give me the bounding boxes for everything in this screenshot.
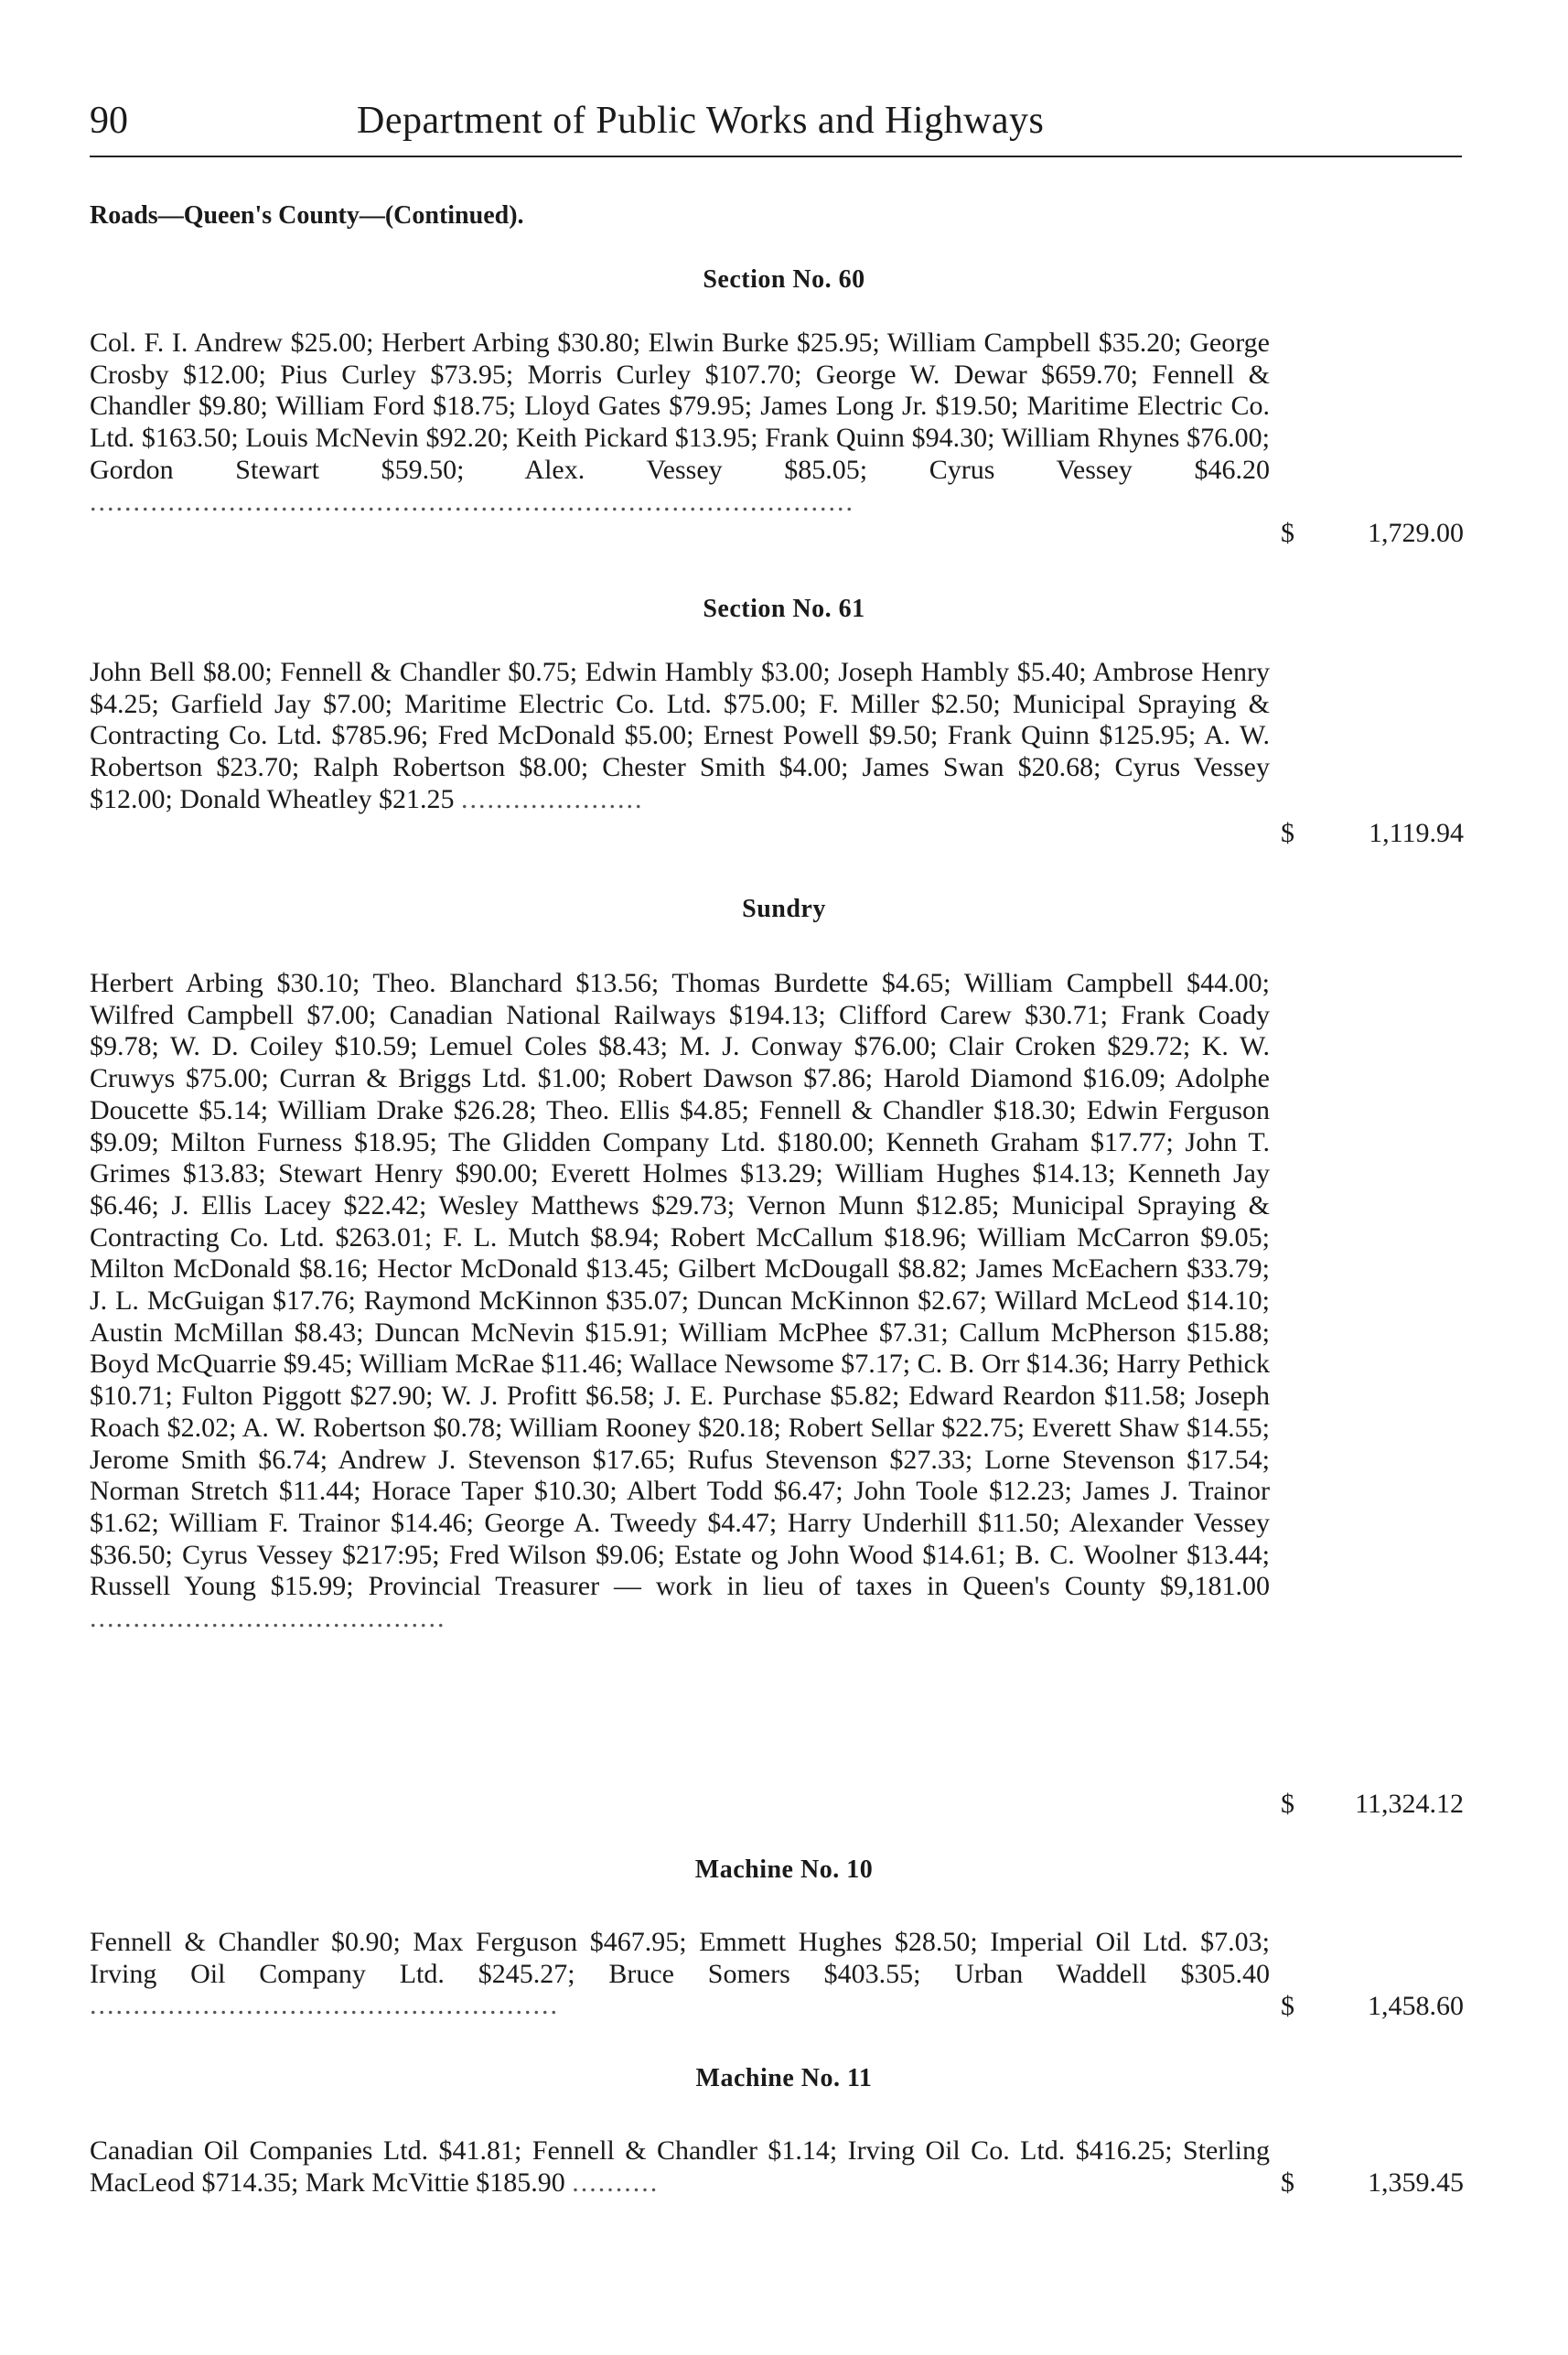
running-title: Department of Public Works and Highways [357, 100, 1045, 142]
currency-symbol: $ [1281, 1991, 1294, 2021]
total-value: 11,324.12 [1355, 1789, 1464, 1819]
total-value: 1,458.60 [1368, 1991, 1464, 2021]
section-heading: Section No. 60 [703, 265, 865, 294]
section-entries [90, 1927, 1270, 2022]
leader-dots: ........................................................................................ [90, 486, 854, 517]
leader-dots: ...................................................... [90, 1990, 559, 2021]
roads-heading: Roads—Queen's County—(Continued). [90, 201, 524, 230]
leader-dots: ..................... [461, 783, 644, 814]
leader-dots: ......................................... [90, 1603, 446, 1634]
total-value: 1,359.45 [1368, 2167, 1464, 2198]
section-entries [90, 657, 1270, 816]
section-heading: Machine No. 10 [694, 1855, 874, 1884]
section-heading: Sundry [742, 895, 826, 923]
total-value: 1,729.00 [1368, 518, 1464, 548]
entries-text: John Bell $8.00; Fennell & Chandler $0.75; Edwin Hambly $3.00; Joseph Hambly $5.40; Ambrose Henry $4.25; Garfield Jay $7.00; Maritime Electric Co. Ltd. $75.00; F. Miller $2.50; Municipal Spraying & Contracting Co. Ltd. $785.96; Fred McDonald $5.00; Ernest Powell $9.50; Frank Quinn $125.95; A. W. Robertson $23.70; Ralph Robertson $8.00; Chester Smith $4.00; James Swan $20.68; Cyrus Vessey $12.00; Donald Wheatley $21.25 [90, 657, 1270, 814]
header-rule [90, 156, 1462, 157]
currency-symbol: $ [1281, 518, 1294, 548]
entries-text: Herbert Arbing $30.10; Theo. Blanchard $13.56; Thomas Burdette $4.65; William Campbell $44.00; Wilfred Campbell $7.00; Canadian National Railways $194.13; Clifford Carew $30.71; Frank Coady $9.78; W. D. Coiley $10.59; Lemuel Coles $8.43; M. J. Conway $76.00; Clair Croken $29.72; K. W. Cruwys $75.00; Curran & Briggs Ltd. $1.00; Robert Dawson $7.86; Harold Diamond $16.09; Adolphe Doucette $5.14; William Drake $26.28; Theo. Ellis $4.85; Fennell & Chandler $18.30; Edwin Ferguson $9.09; Milton Furness $18.95; The Glidden Company Ltd. $180.00; Kenneth Graham $17.77; John T. Grimes $13.83; Stewart Henry $90.00; Everett Holmes $13.29; William Hughes $14.13; Kenneth Jay $6.46; J. Ellis Lacey $22.42; Wesley Matthews $29.73; Vernon Munn $12.85; Municipal Spraying & Contracting Co. Ltd. $263.01; F. L. Mutch $8.94; Robert McCallum $18.96; William McCarron $9.05; Milton McDonald $8.16; Hector McDonald $13.45; Gilbert McDougall $8.82; James McEachern $33.79; J. L. McGuigan $17.76; Raymond McKinnon $35.07; Duncan McKinnon $2.67; Willard McLeod $14.10; Austin McMillan $8.43; Duncan McNevin $15.91; William McPhee $7.31; Callum McPherson $15.88; Boyd McQuarrie $9.45; William McRae $11.46; Wallace Newsome $7.17; C. B. Orr $14.36; Harry Pethick $10.71; Fulton Piggott $27.90; W. J. Profitt $6.58; J. E. Purchase $5.82; Edward Reardon $11.58; Joseph Roach $2.02; A. W. Robertson $0.78; William Rooney $20.18; Robert Sellar $22.75; Everett Shaw $14.55; Jerome Smith $6.74; Andrew J. Stevenson $17.65; Rufus Stevenson $27.33; Lorne Stevenson $17.54; Norman Stretch $11.44; Horace Taper $10.30; Albert Todd $6.47; John Toole $12.23; James J. Trainor $1.62; William F. Trainor $14.46; George A. Tweedy $4.47; Harry Underhill $11.50; Alexander Vessey $36.50; Cyrus Vessey $217:95; Fred Wilson $9.06; Estate og John Wood $14.61; B. C. Woolner $13.44; Russell Young $15.99; Provincial Treasurer — work in lieu of taxes in Queen's County $9,181.00 [90, 968, 1270, 1602]
section-entries [90, 968, 1270, 1635]
section-entries [90, 2135, 1270, 2199]
section-heading: Machine No. 11 [695, 2064, 873, 2092]
section-entries [90, 328, 1270, 518]
entries-text: Col. F. I. Andrew $25.00; Herbert Arbing $30.80; Elwin Burke $25.95; William Campbell $35.20; George Crosby $12.00; Pius Curley $73.95; Morris Curley $107.70; George W. Dewar $659.70; Fennell & Chandler $9.80; William Ford $18.75; Lloyd Gates $79.95; James Long Jr. $19.50; Maritime Electric Co. Ltd. $163.50; Louis McNevin $92.20; Keith Pickard $13.95; Frank Quinn $94.30; William Rhynes $76.00; Gordon Stewart $59.50; Alex. Vessey $85.05; Cyrus Vessey $46.20 [90, 328, 1270, 485]
entries-text: Canadian Oil Companies Ltd. $41.81; Fennell & Chandler $1.14; Irving Oil Co. Ltd. $416.25; Sterling MacLeod $714.35; Mark McVittie $185.90 [90, 2135, 1270, 2198]
currency-symbol: $ [1281, 2167, 1294, 2198]
entries-text: Fennell & Chandler $0.90; Max Ferguson $467.95; Emmett Hughes $28.50; Imperial Oil Ltd. $7.03; Irving Oil Company Ltd. $245.27; Bruce Somers $403.55; Urban Waddell $305.40 [90, 1927, 1270, 1989]
total-value: 1,119.94 [1369, 818, 1464, 848]
page-number: 90 [90, 100, 128, 142]
currency-symbol: $ [1281, 1789, 1294, 1819]
currency-symbol: $ [1281, 818, 1294, 848]
section-heading: Section No. 61 [703, 595, 865, 623]
leader-dots: .......... [572, 2167, 660, 2198]
page-header [90, 93, 1462, 157]
